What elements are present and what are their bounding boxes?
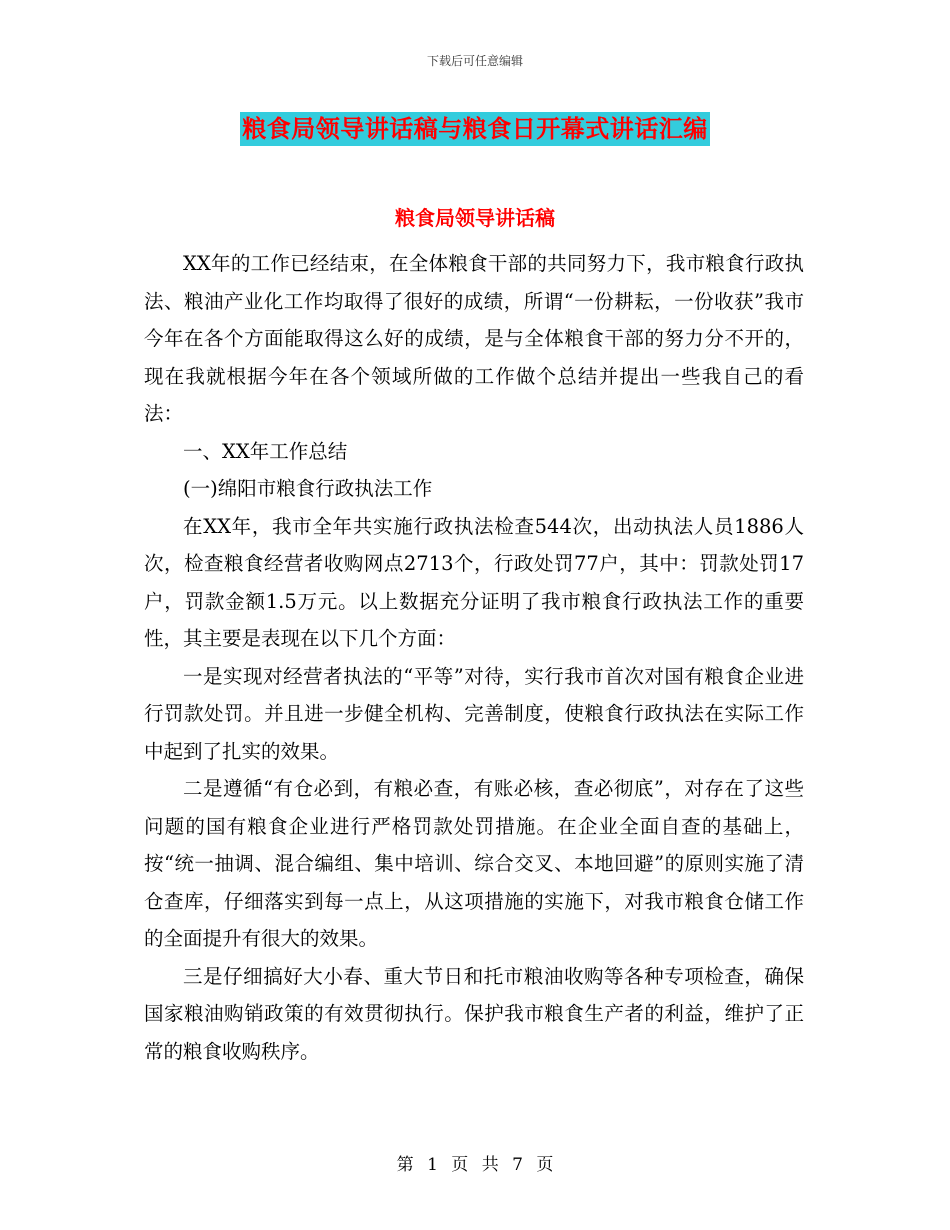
paragraph-statistics: 在XX年，我市全年共实施行政执法检查544次，出动执法人员1886人次，检查粮食经营者收购网点2713个，行政处罚77户，其中：罚款处罚17户，罚款金额1.5万元。以上数据充分证明了我市粮食行政执法工作的重要性，其主要是表现在以下几个方面：	[144, 514, 804, 650]
paragraph-intro: XX年的工作已经结束，在全体粮食干部的共同努力下，我市粮食行政执法、粮油产业化工作均取得了很好的成绩，所谓“一份耕耘，一份收获”我市今年在各个方面能取得这么好的成绩，是与全体粮食干部的努力分不开的，现在我就根据今年在各个领域所做的工作做个总结并提出一些我自己的看法：	[144, 252, 804, 425]
section-title: 粮食局领导讲话稿	[395, 206, 555, 230]
paragraph-heading-summary: 一、XX年工作总结	[183, 439, 348, 463]
body-text	[144, 245, 804, 1070]
paragraph-heading-enforcement: (一)绵阳市粮食行政执法工作	[183, 477, 433, 500]
paragraph-point-three: 三是仔细搞好大小春、重大节日和托市粮油收购等各种专项检查，确保国家粮油购销政策的有效贯彻执行。保护我市粮食生产者的利益，维护了正常的粮食收购秩序。	[144, 964, 804, 1063]
paragraph-point-one: 一是实现对经营者执法的“平等”对待，实行我市首次对国有粮食企业进行罚款处罚。并且进一步健全机构、完善制度，使粮食行政执法在实际工作中起到了扎实的效果。	[144, 664, 804, 763]
paragraph-point-two: 二是遵循“有仓必到，有粮必查，有账必核，查必彻底”，对存在了这些问题的国有粮食企业进行严格罚款处罚措施。在企业全面自查的基础上，按“统一抽调、混合编组、集中培训、综合交叉、本地回避”的原则实施了清仓查库，仔细落实到每一点上，从这项措施的实施下，对我市粮食仓储工作的全面提升有很大的效果。	[144, 777, 804, 950]
header-note: 下载后可任意编辑	[426, 54, 523, 68]
main-title: 粮食局领导讲话稿与粮食日开幕式讲话汇编	[240, 112, 710, 146]
main-title-container	[0, 112, 950, 146]
page-number: 第 1 页 共 7 页	[396, 1155, 554, 1175]
